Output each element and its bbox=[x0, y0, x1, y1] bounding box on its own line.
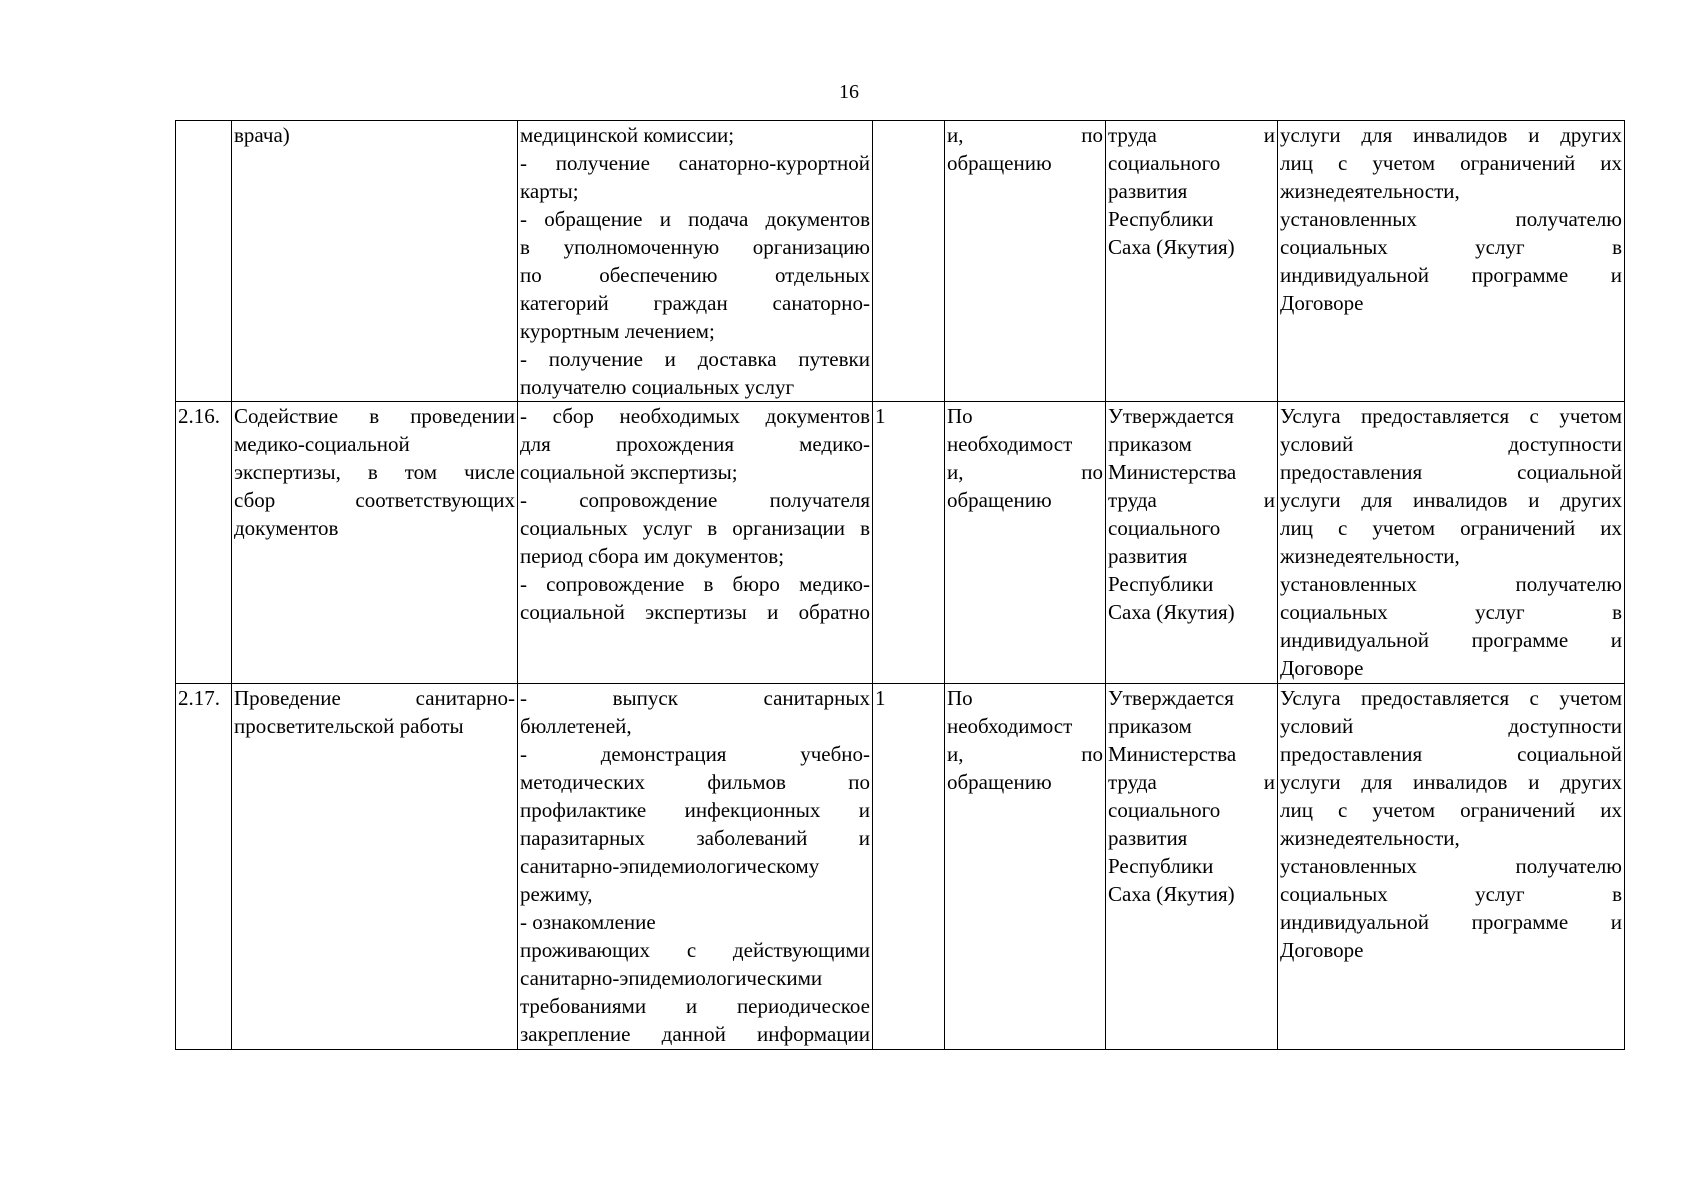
cell-text-line: Министерства bbox=[1108, 460, 1237, 484]
cell-text-line: требованиями и периодическое bbox=[520, 994, 870, 1018]
cell-text-line: - выпуск санитарных bbox=[520, 686, 870, 710]
service-standard-cell bbox=[1106, 402, 1278, 684]
cell-text-line: приказом bbox=[1108, 432, 1192, 456]
cell-text-line: - демонстрация учебно- bbox=[520, 742, 870, 766]
cell-text-line: профилактике инфекционных и bbox=[520, 798, 870, 822]
row-number-cell bbox=[176, 684, 232, 1050]
cell-text-line: обращению bbox=[947, 770, 1052, 794]
cell-text-line: социальных услуг в bbox=[1280, 882, 1622, 906]
cell-text-line: - сопровождение в бюро медико- bbox=[520, 572, 870, 596]
cell-text-line: сбор соответствующих bbox=[234, 488, 515, 512]
cell-text-line: - получение и доставка путевки bbox=[520, 347, 870, 371]
cell-text-line: методических фильмов по bbox=[520, 770, 870, 794]
cell-text-line: паразитарных заболеваний и bbox=[520, 826, 870, 850]
cell-text-line: 2.16. bbox=[178, 404, 220, 428]
cell-text-line: жизнедеятельности, bbox=[1280, 826, 1460, 850]
cell-text-line: необходимост bbox=[947, 714, 1073, 738]
service-period-cell bbox=[945, 121, 1106, 402]
service-volume-cell bbox=[873, 121, 945, 402]
cell-text-line: документов bbox=[234, 516, 339, 540]
cell-text-line: Проведение санитарно- bbox=[234, 686, 515, 710]
cell-text-line: Услуга предоставляется с учетом bbox=[1280, 404, 1622, 428]
cell-text-line: обращению bbox=[947, 151, 1052, 175]
services-table bbox=[175, 120, 1625, 1050]
service-name-cell bbox=[232, 121, 518, 402]
cell-text-line: жизнедеятельности, bbox=[1280, 179, 1460, 203]
cell-text-line: социальной экспертизы; bbox=[520, 460, 738, 484]
cell-text-line: социальных услуг в bbox=[1280, 235, 1622, 259]
service-content-cell bbox=[518, 121, 873, 402]
table-row bbox=[176, 121, 1625, 402]
cell-text-line: необходимост bbox=[947, 432, 1073, 456]
cell-text-line: в уполномоченную организацию bbox=[520, 235, 870, 259]
cell-text-line: - получение санаторно-курортной bbox=[520, 151, 870, 175]
cell-text-line: труда и bbox=[1108, 123, 1275, 147]
cell-text-line: 1 bbox=[875, 404, 886, 428]
cell-text-line: Утверждается bbox=[1108, 686, 1234, 710]
cell-text-line: Договоре bbox=[1280, 291, 1364, 315]
service-conditions-cell bbox=[1278, 402, 1625, 684]
cell-text-line: предоставления социальной bbox=[1280, 742, 1622, 766]
service-name-cell bbox=[232, 684, 518, 1050]
cell-text-line: социальных услуг в bbox=[1280, 600, 1622, 624]
table-row bbox=[176, 402, 1625, 684]
cell-text-line: индивидуальной программе и bbox=[1280, 628, 1622, 652]
cell-text-line: условий доступности bbox=[1280, 714, 1622, 738]
cell-text-line: и, по bbox=[947, 460, 1103, 484]
cell-text-line: развития bbox=[1108, 826, 1188, 850]
cell-text-line: социального bbox=[1108, 151, 1221, 175]
service-standard-cell bbox=[1106, 121, 1278, 402]
cell-text-line: Договоре bbox=[1280, 938, 1364, 962]
service-conditions-cell bbox=[1278, 121, 1625, 402]
cell-text-line: санитарно-эпидемиологическими bbox=[520, 966, 823, 990]
service-conditions-cell bbox=[1278, 684, 1625, 1050]
cell-text-line: Саха (Якутия) bbox=[1108, 600, 1235, 624]
cell-text-line: развития bbox=[1108, 544, 1188, 568]
cell-text-line: Саха (Якутия) bbox=[1108, 882, 1235, 906]
cell-text-line: лиц с учетом ограничений их bbox=[1280, 151, 1622, 175]
cell-text-line: приказом bbox=[1108, 714, 1192, 738]
cell-text-line: индивидуальной программе и bbox=[1280, 263, 1622, 287]
cell-text-line: предоставления социальной bbox=[1280, 460, 1622, 484]
cell-text-line: медико-социальной bbox=[234, 432, 410, 456]
cell-text-line: и, по bbox=[947, 123, 1103, 147]
service-volume-cell bbox=[873, 402, 945, 684]
cell-text-line: Саха (Якутия) bbox=[1108, 235, 1235, 259]
cell-text-line: лиц с учетом ограничений их bbox=[1280, 516, 1622, 540]
cell-text-line: закрепление данной информации bbox=[520, 1022, 870, 1046]
cell-text-line: карты; bbox=[520, 179, 579, 203]
cell-text-line: Республики bbox=[1108, 572, 1214, 596]
cell-text-line: бюллетеней, bbox=[520, 714, 632, 738]
cell-text-line: По bbox=[947, 404, 973, 428]
cell-text-line: просветительской работы bbox=[234, 714, 464, 738]
cell-text-line: Республики bbox=[1108, 207, 1214, 231]
cell-text-line: установленных получателю bbox=[1280, 207, 1622, 231]
cell-text-line: социального bbox=[1108, 516, 1221, 540]
cell-text-line: - сбор необходимых документов bbox=[520, 404, 870, 428]
cell-text-line: жизнедеятельности, bbox=[1280, 544, 1460, 568]
cell-text-line: санитарно-эпидемиологическому bbox=[520, 854, 820, 878]
cell-text-line: 2.17. bbox=[178, 686, 220, 710]
table-row bbox=[176, 684, 1625, 1050]
cell-text-line: врача) bbox=[234, 123, 290, 147]
cell-text-line: услуги для инвалидов и других bbox=[1280, 488, 1622, 512]
cell-text-line: - ознакомление bbox=[520, 910, 656, 934]
cell-text-line: обращению bbox=[947, 488, 1052, 512]
cell-text-line: курортным лечением; bbox=[520, 319, 715, 343]
cell-text-line: труда и bbox=[1108, 488, 1275, 512]
cell-text-line: медицинской комиссии; bbox=[520, 123, 735, 147]
cell-text-line: условий доступности bbox=[1280, 432, 1622, 456]
cell-text-line: установленных получателю bbox=[1280, 854, 1622, 878]
cell-text-line: По bbox=[947, 686, 973, 710]
cell-text-line: Министерства bbox=[1108, 742, 1237, 766]
cell-text-line: экспертизы, в том числе bbox=[234, 460, 515, 484]
service-period-cell bbox=[945, 684, 1106, 1050]
cell-text-line: Договоре bbox=[1280, 656, 1364, 680]
cell-text-line: проживающих с действующими bbox=[520, 938, 870, 962]
cell-text-line: лиц с учетом ограничений их bbox=[1280, 798, 1622, 822]
row-number-cell bbox=[176, 402, 232, 684]
cell-text-line: по обеспечению отдельных bbox=[520, 263, 870, 287]
cell-text-line: социальной экспертизы и обратно bbox=[520, 600, 870, 624]
cell-text-line: - обращение и подача документов bbox=[520, 207, 870, 231]
cell-text-line: и, по bbox=[947, 742, 1103, 766]
service-volume-cell bbox=[873, 684, 945, 1050]
cell-text-line: Содействие в проведении bbox=[234, 404, 515, 428]
service-name-cell bbox=[232, 402, 518, 684]
service-content-cell bbox=[518, 684, 873, 1050]
service-standard-cell bbox=[1106, 684, 1278, 1050]
cell-text-line: Республики bbox=[1108, 854, 1214, 878]
cell-text-line: категорий граждан санаторно- bbox=[520, 291, 870, 315]
cell-text-line: Утверждается bbox=[1108, 404, 1234, 428]
cell-text-line: получателю социальных услуг bbox=[520, 375, 795, 399]
cell-text-line: социального bbox=[1108, 798, 1221, 822]
cell-text-line: период сбора им документов; bbox=[520, 544, 785, 568]
cell-text-line: развития bbox=[1108, 179, 1188, 203]
cell-text-line: для прохождения медико- bbox=[520, 432, 870, 456]
row-number-cell bbox=[176, 121, 232, 402]
cell-text-line: - сопровождение получателя bbox=[520, 488, 870, 512]
cell-text-line: услуги для инвалидов и других bbox=[1280, 123, 1622, 147]
table-body bbox=[176, 121, 1625, 1050]
cell-text-line: установленных получателю bbox=[1280, 572, 1622, 596]
page-number: 16 bbox=[839, 81, 859, 103]
cell-text-line: Услуга предоставляется с учетом bbox=[1280, 686, 1622, 710]
cell-text-line: индивидуальной программе и bbox=[1280, 910, 1622, 934]
cell-text-line: режиму, bbox=[520, 882, 593, 906]
cell-text-line: труда и bbox=[1108, 770, 1275, 794]
cell-text-line: 1 bbox=[875, 686, 886, 710]
service-period-cell bbox=[945, 402, 1106, 684]
cell-text-line: услуги для инвалидов и других bbox=[1280, 770, 1622, 794]
cell-text-line: социальных услуг в организации в bbox=[520, 516, 870, 540]
service-content-cell bbox=[518, 402, 873, 684]
